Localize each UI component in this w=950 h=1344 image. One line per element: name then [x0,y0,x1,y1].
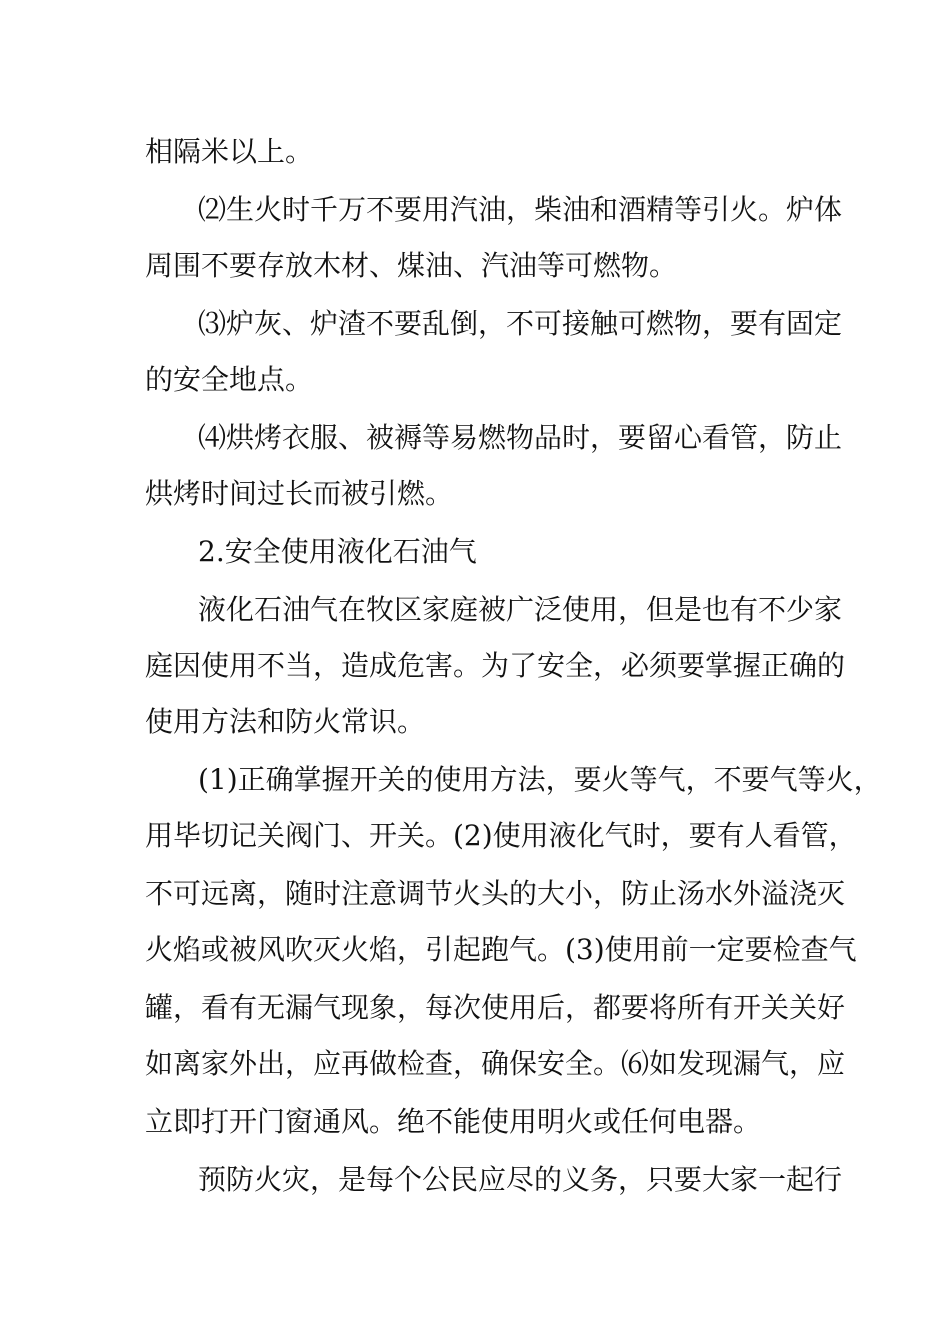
text-line: 如离家外出，应再做检查，确保安全。⑹如发现漏气，应 [145,1047,846,1080]
text-line: 立即打开门窗通风。绝不能使用明火或任何电器。 [145,1105,762,1138]
text-line: 的安全地点。 [145,363,314,396]
text-line: 不可远离，随时注意调节火头的大小，防止汤水外溢浇灭 [145,877,846,910]
text-line: ⑶炉灰、炉渣不要乱倒，不可接触可燃物，要有固定 [198,307,843,340]
text-line: 相隔米以上。 [145,135,314,168]
text-line: 周围不要存放木材、煤油、汽油等可燃物。 [145,249,678,282]
text-line: 用毕切记关阀门、开关。(2)使用液化气时，要有人看管， [145,819,857,852]
text-line: 庭因使用不当，造成危害。为了安全，必须要掌握正确的 [145,649,846,682]
text-line: (1)正确掌握开关的使用方法，要火等气，不要气等火， [198,763,882,796]
text-line: 烘烤时间过长而被引燃。 [145,477,454,510]
text-line: 液化石油气在牧区家庭被广泛使用，但是也有不少家 [198,593,843,626]
text-line: 罐，看有无漏气现象，每次使用后，都要将所有开关关好 [145,991,846,1024]
text-line: 火焰或被风吹灭火焰，引起跑气。(3)使用前一定要检查气 [145,933,857,966]
section-heading: 2.安全使用液化石油气 [198,535,477,568]
text-line: 预防火灾，是每个公民应尽的义务，只要大家一起行 [198,1163,843,1196]
text-line: 使用方法和防火常识。 [145,705,426,738]
text-line: ⑷烘烤衣服、被褥等易燃物品时，要留心看管，防止 [198,421,843,454]
text-line: ⑵生火时千万不要用汽油，柴油和酒精等引火。炉体 [198,193,843,226]
